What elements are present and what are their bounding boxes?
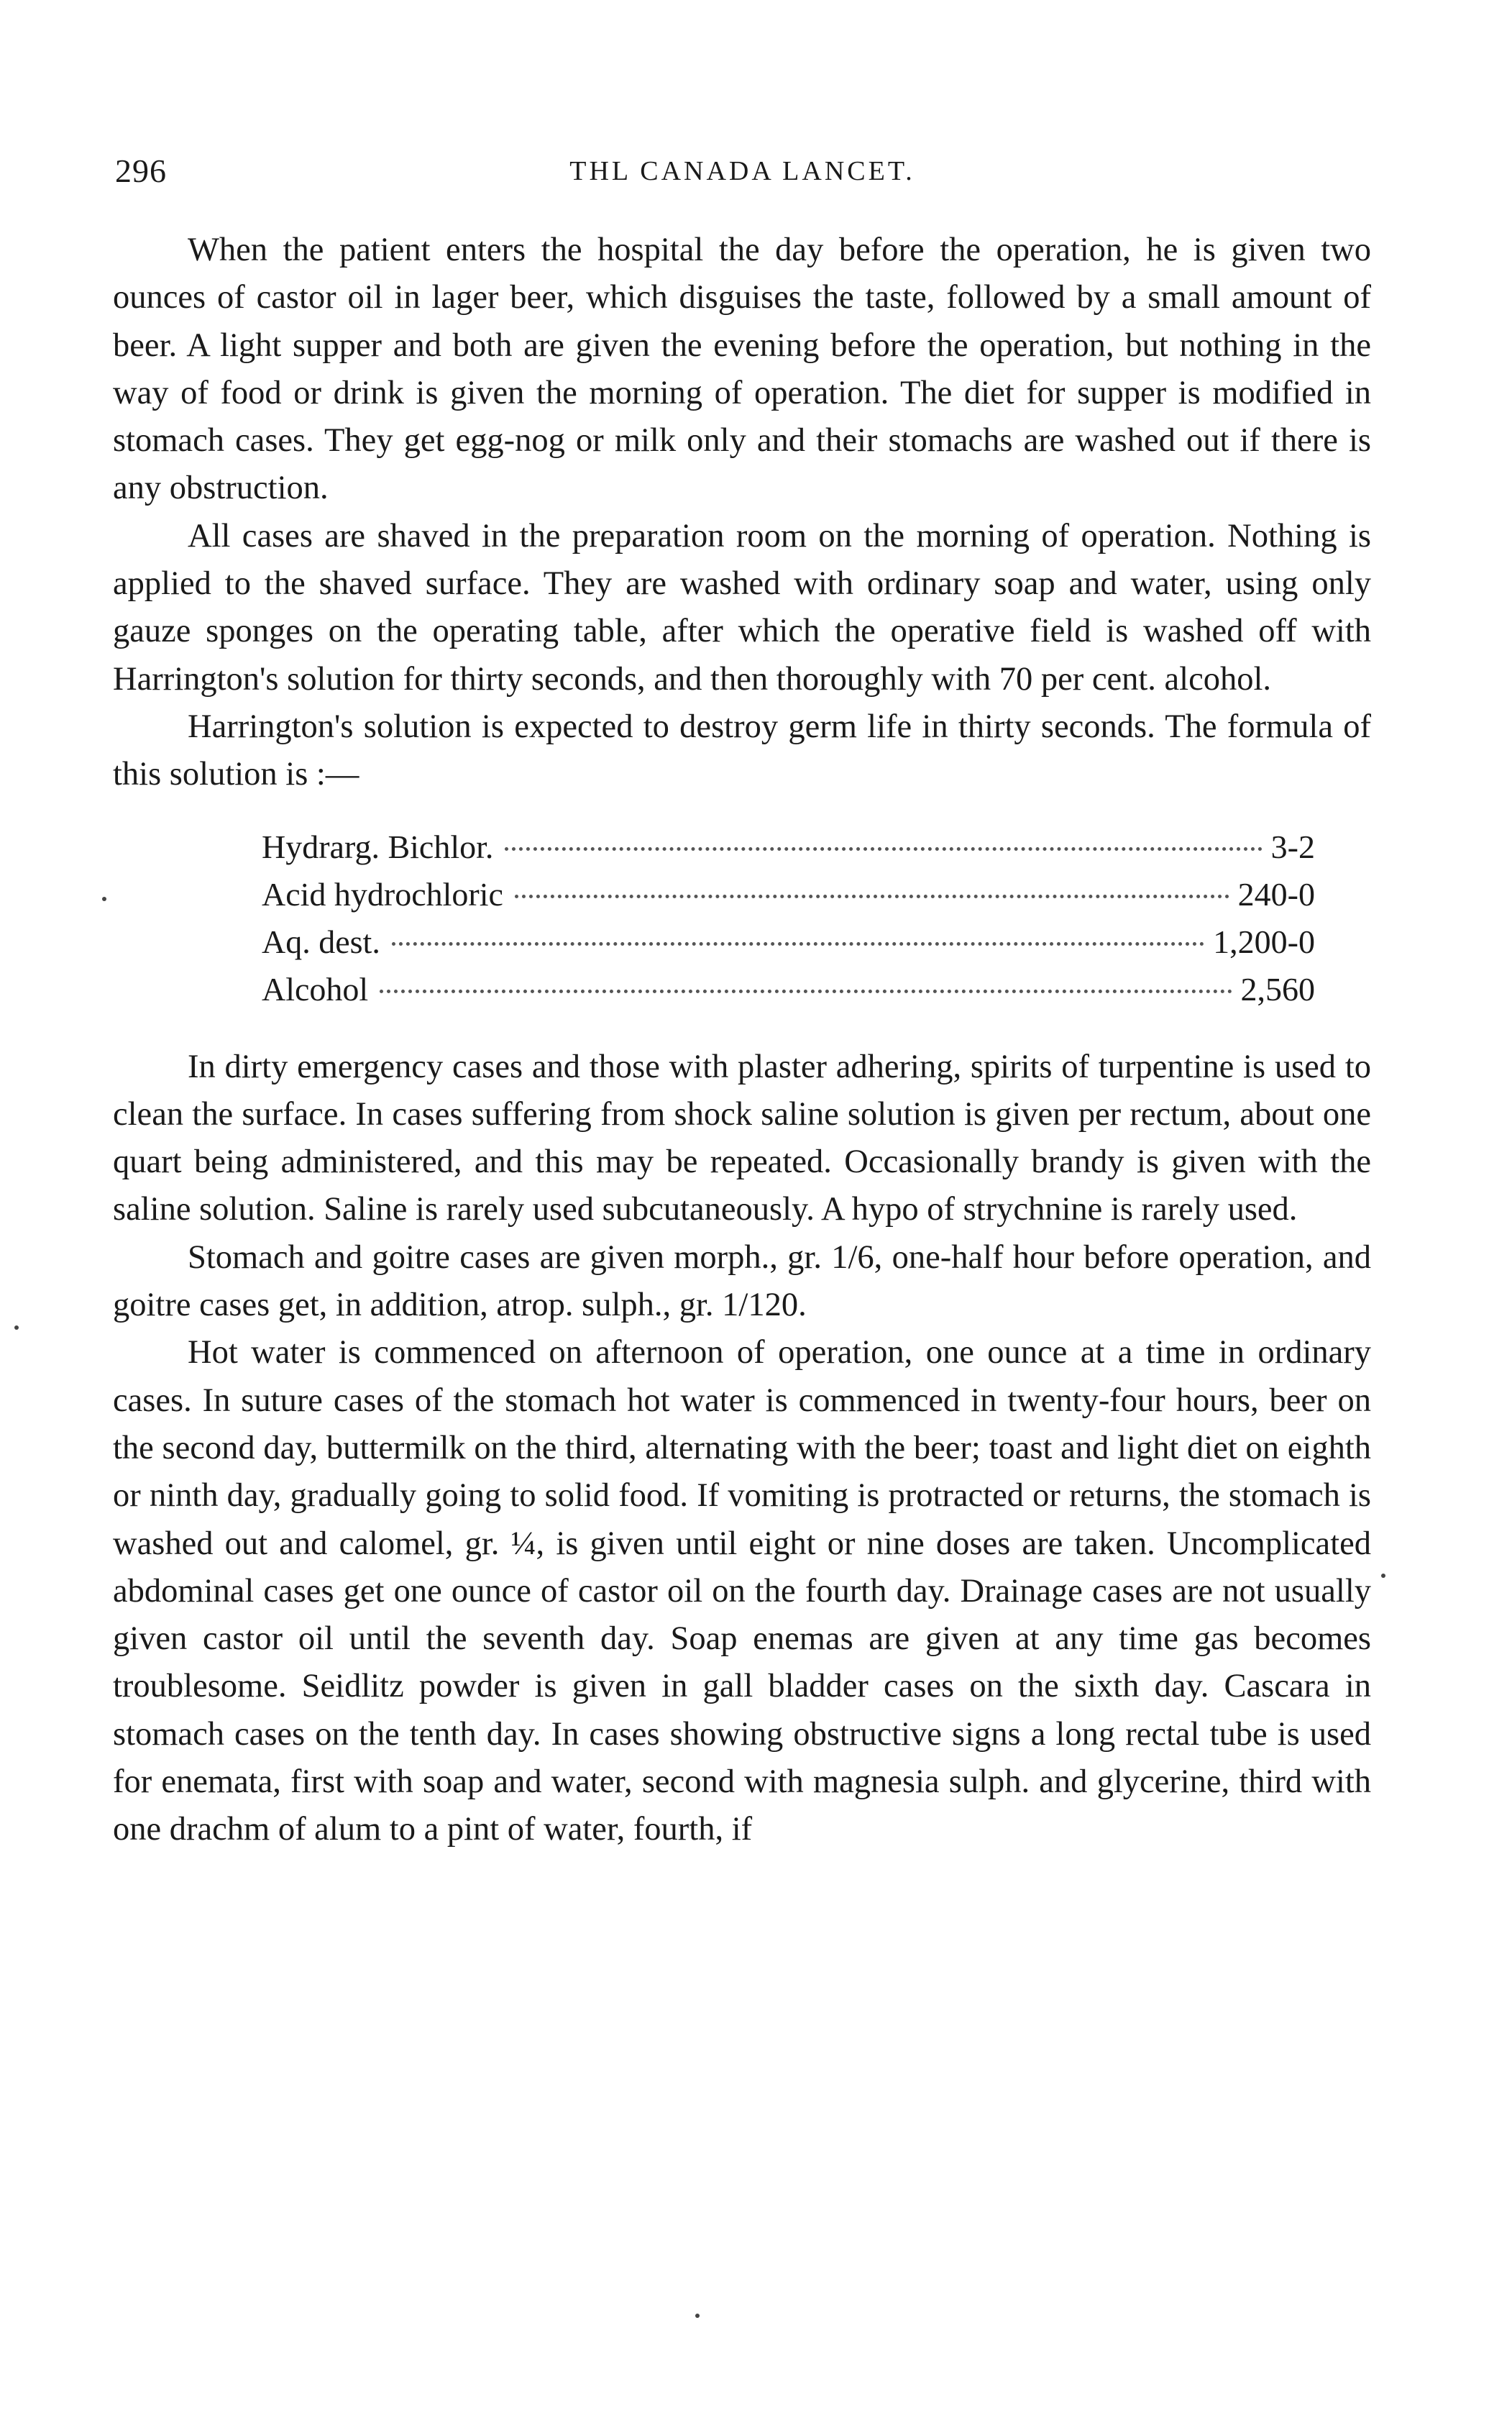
formula-row [262,823,1315,871]
page-header [115,150,1370,193]
formula-amount: 3-2 [1270,828,1315,865]
formula-ingredient: Alcohol [262,970,369,1008]
scan-speck [1381,1574,1385,1578]
paragraph-morphine-dosage: Stomach and goitre cases are given morph., gr. 1/6, one-half hour before operation, and goitre cases get, in addition, atrop. sulph., gr. 1/120. [113,1238,1371,1324]
page-number: 296 [115,152,167,189]
scan-speck [102,897,106,901]
formula-row [262,871,1315,918]
formula-amount: 2,560 [1240,970,1315,1008]
running-title: THL CANADA LANCET. [569,156,915,186]
formula-ingredient: Aq. dest. [262,923,380,960]
article-body [113,227,1371,1854]
paragraph-preoperative-diet: When the patient enters the hospital the day before the operation, he is given two ounces of castor oil in lager beer, which disguises the taste, followed by a small amount of beer. A light supper and both are given the evening before the operation, but nothing in the way of food or drink is given the morning of operation. The diet for supper is modified in stomach cases. They get egg-nog or milk only and their stomachs are washed out if there is any obstruction. [113,232,1371,507]
scan-speck [14,1325,19,1330]
paragraph-skin-preparation: All cases are shaved in the preparation room on the morning of operation. Nothing is applied to the shaved surface. They are washed with ordinary soap and water, using only gauze sponges on the operating table, after which the operative field is washed off with Harrington's solution for thirty seconds, and then thoroughly with 70 per cent. alcohol. [113,517,1371,698]
dot-leader [380,990,1232,993]
formula-ingredient: Acid hydrochloric [262,875,503,913]
dot-leader [505,847,1262,851]
dot-leader [515,895,1229,898]
paragraph-postoperative-care: Hot water is commenced on afternoon of operation, one ounce at a time in ordinary cases. In suture cases of the stomach hot water is commenced in twenty-four hours, beer on the second day, buttermilk on the third, alternating with the beer; toast and light diet on eighth or ninth day, gradually going to solid food. If vomiting is protracted or returns, the stomach is washed out and calomel, gr. ¼, is given until eight or nine doses are taken. Uncomplicated abdominal cases get one ounce of castor oil on the fourth day. Drainage cases are not usually given castor oil until the seventh day. Soap enemas are given at any time gas becomes troublesome. Seidlitz powder is given in gall bladder cases on the sixth day. Cascara in stomach cases on the tenth day. In cases showing obstructive signs a long rectal tube is used for enemata, first with soap and water, second with magnesia sulph. and glycerine, third with one drachm of alum to a pint of water, fourth, if [113,1334,1371,1848]
formula-amount: 1,200-0 [1213,923,1315,960]
paragraph-harrington-solution: Harrington's solution is expected to destroy germ life in thirty seconds. The formula of this solution is :— [113,708,1371,793]
dot-leader [392,942,1204,946]
scan-speck [695,2314,700,2318]
formula-table [113,823,1315,1013]
formula-ingredient: Hydrarg. Bichlor. [262,828,494,865]
formula-row [262,918,1315,966]
formula-amount: 240-0 [1237,875,1315,913]
formula-row [262,966,1315,1013]
paragraph-emergency-cases: In dirty emergency cases and those with plaster adhering, spirits of turpentine is used to clean the surface. In cases suffering from shock saline solution is given per rectum, about one quart being administered, and this may be repeated. Occasionally brandy is given with the saline solution. Saline is rarely used subcutaneously. A hypo of strychnine is rarely used. [113,1048,1371,1228]
